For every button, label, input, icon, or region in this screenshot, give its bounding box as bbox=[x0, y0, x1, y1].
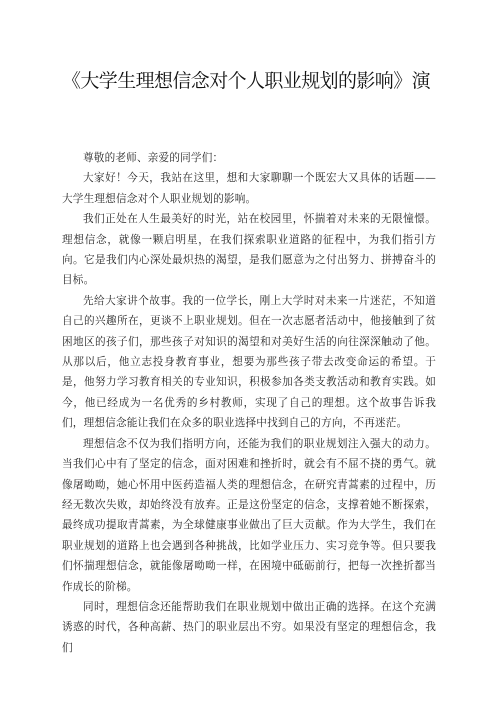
document-title: 《大学生理想信念对个人职业规划的影响》演 bbox=[62, 70, 431, 92]
paragraph-motivation: 理想信念不仅为我们指明方向，还能为我们的职业规划注入强大的动力。当我们心中有了坚定的信念，面对困难和挫折时，就会有不屈不挠的勇气。就像屠呦呦，她心怀用中医药造福人类的理想信念，在研究青蒿素的过程中，历经无数次失败，却始终没有放弃。正是这份坚定的信念，支撑着她不断探索，最终成功提取青蒿素，为全球健康事业做出了巨大贡献。作为大学生，我们在职业规划的道路上也会遇到各种挑战，比如学业压力、实习竞争等。但只要我们怀揣理想信念，就能像屠呦呦一样，在困境中砥砺前行，把每一次挫折都当作成长的阶梯。 bbox=[62, 437, 436, 593]
paragraph-greeting: 大家好！今天，我站在这里，想和大家聊聊一个既宏大又具体的话题——大学生理想信念对个人职业规划的影响。 bbox=[62, 172, 436, 205]
salutation: 尊敬的老师、亲爱的同学们： bbox=[83, 152, 224, 164]
document-body bbox=[62, 148, 436, 658]
paragraph-ideals: 我们正处在人生最美好的时光，站在校园里，怀揣着对未来的无限憧憬。理想信念，就像一颗启明星，在我们探索职业道路的征程中，为我们指引方向。它是我们内心深处最炽热的渴望，是我们愿意为之付出努力、拼搏奋斗的目标。 bbox=[62, 213, 436, 287]
paragraph-choice: 同时，理想信念还能帮助我们在职业规划中做出正确的选择。在这个充满诱惑的时代，各种高薪、热门的职业层出不穷。如果没有坚定的理想信念，我们 bbox=[62, 600, 436, 654]
paragraph-story: 先给大家讲个故事。我的一位学长，刚上大学时对未来一片迷茫，不知道自己的兴趣所在，更谈不上职业规划。但在一次志愿者活动中，他接触到了贫困地区的孩子们，那些孩子对知识的渴望和对美好生活的向往深深触动了他。从那以后，他立志投身教育事业，想要为那些孩子带去改变命运的希望。于是，他努力学习教育相关的专业知识，积极参加各类支教活动和教育实践。如今，他已经成为一名优秀的乡村教师，实现了自己的理想。这个故事告诉我们，理想信念能让我们在众多的职业选择中找到自己的方向，不再迷茫。 bbox=[62, 294, 436, 430]
